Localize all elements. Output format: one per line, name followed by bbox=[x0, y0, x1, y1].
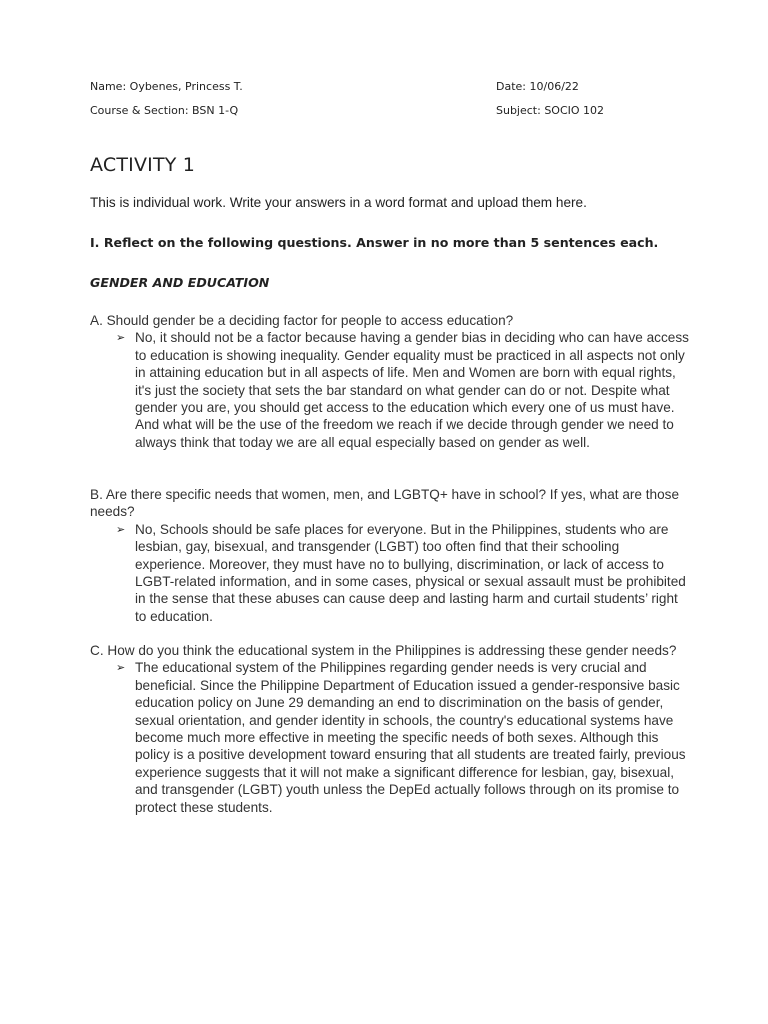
question-block-c bbox=[90, 642, 690, 816]
question-b-text: B. Are there specific needs that women, men, and LGBTQ+ have in school? If yes, what are those needs? bbox=[90, 487, 680, 520]
question-block-a bbox=[90, 312, 690, 451]
answer-c bbox=[90, 659, 690, 816]
arrow-bullet-icon: ➢ bbox=[116, 331, 126, 345]
date-field: Date: 10/06/22 bbox=[496, 80, 579, 93]
course-section: Course & Section: BSN 1-Q bbox=[90, 104, 239, 117]
arrow-bullet-icon: ➢ bbox=[116, 522, 126, 536]
subject-field: Subject: SOCIO 102 bbox=[496, 104, 605, 117]
answer-a bbox=[90, 329, 690, 451]
answer-a-text: No, it should not be a factor because having a gender bias in deciding who can have access to education is showing inequality. Gender equality must be practiced in all aspects not only in attaining education but in all aspects of life. Men and Women are born with equal rights, it's just the society that sets the bar standard on what gender can do or not. Despite what gender you are, you should get access to the education which every one of us must have. And what will be the use of the freedom we reach if we decide through gender we need to always think that today we are all equal especially based on gender as well. bbox=[135, 330, 689, 450]
intro-text: This is individual work. Write your answers in a word format and upload them here. bbox=[90, 195, 587, 210]
question-block-b bbox=[90, 486, 690, 625]
answer-b-text: No, Schools should be safe places for everyone. But in the Philippines, students who are lesbian, gay, bisexual, and transgender (LGBT) too often find that their schooling experience. Moreover, they must have no to bullying, discrimination, or lack of access to LGBT-related information, and in some cases, physical or sexual assault must be prohibited in the sense that these abuses can cause deep and lasting harm and curtail students’ right to education. bbox=[135, 521, 686, 624]
page-title: ACTIVITY 1 bbox=[90, 154, 196, 176]
question-a-text: A. Should gender be a deciding factor for people to access education? bbox=[90, 313, 514, 328]
answer-b bbox=[90, 521, 690, 625]
instruction-text: I. Reflect on the following questions. Answer in no more than 5 sentences each. bbox=[90, 235, 659, 250]
question-c-text: C. How do you think the educational system in the Philippines is addressing these gender needs? bbox=[90, 643, 677, 658]
student-name: Name: Oybenes, Princess T. bbox=[90, 80, 243, 93]
section-heading: GENDER AND EDUCATION bbox=[90, 275, 270, 290]
arrow-bullet-icon: ➢ bbox=[116, 661, 126, 675]
answer-c-text: The educational system of the Philippines regarding gender needs is very crucial and beneficial. Since the Philippine Department of Education issued a gender-responsive basic education policy on June 29 demanding an end to discrimination on the basis of gender, sexual orientation, and gender identity in schools, the country's educational systems have become much more effective in meeting the specific needs of both sexes. Although this policy is a positive development toward ensuring that all students are treated fairly, previous experience suggests that it will not make a significant difference for lesbian, gay, bisexual, and transgender (LGBT) youth unless the DepEd actually follows through on its promise to protect these students. bbox=[135, 660, 686, 815]
